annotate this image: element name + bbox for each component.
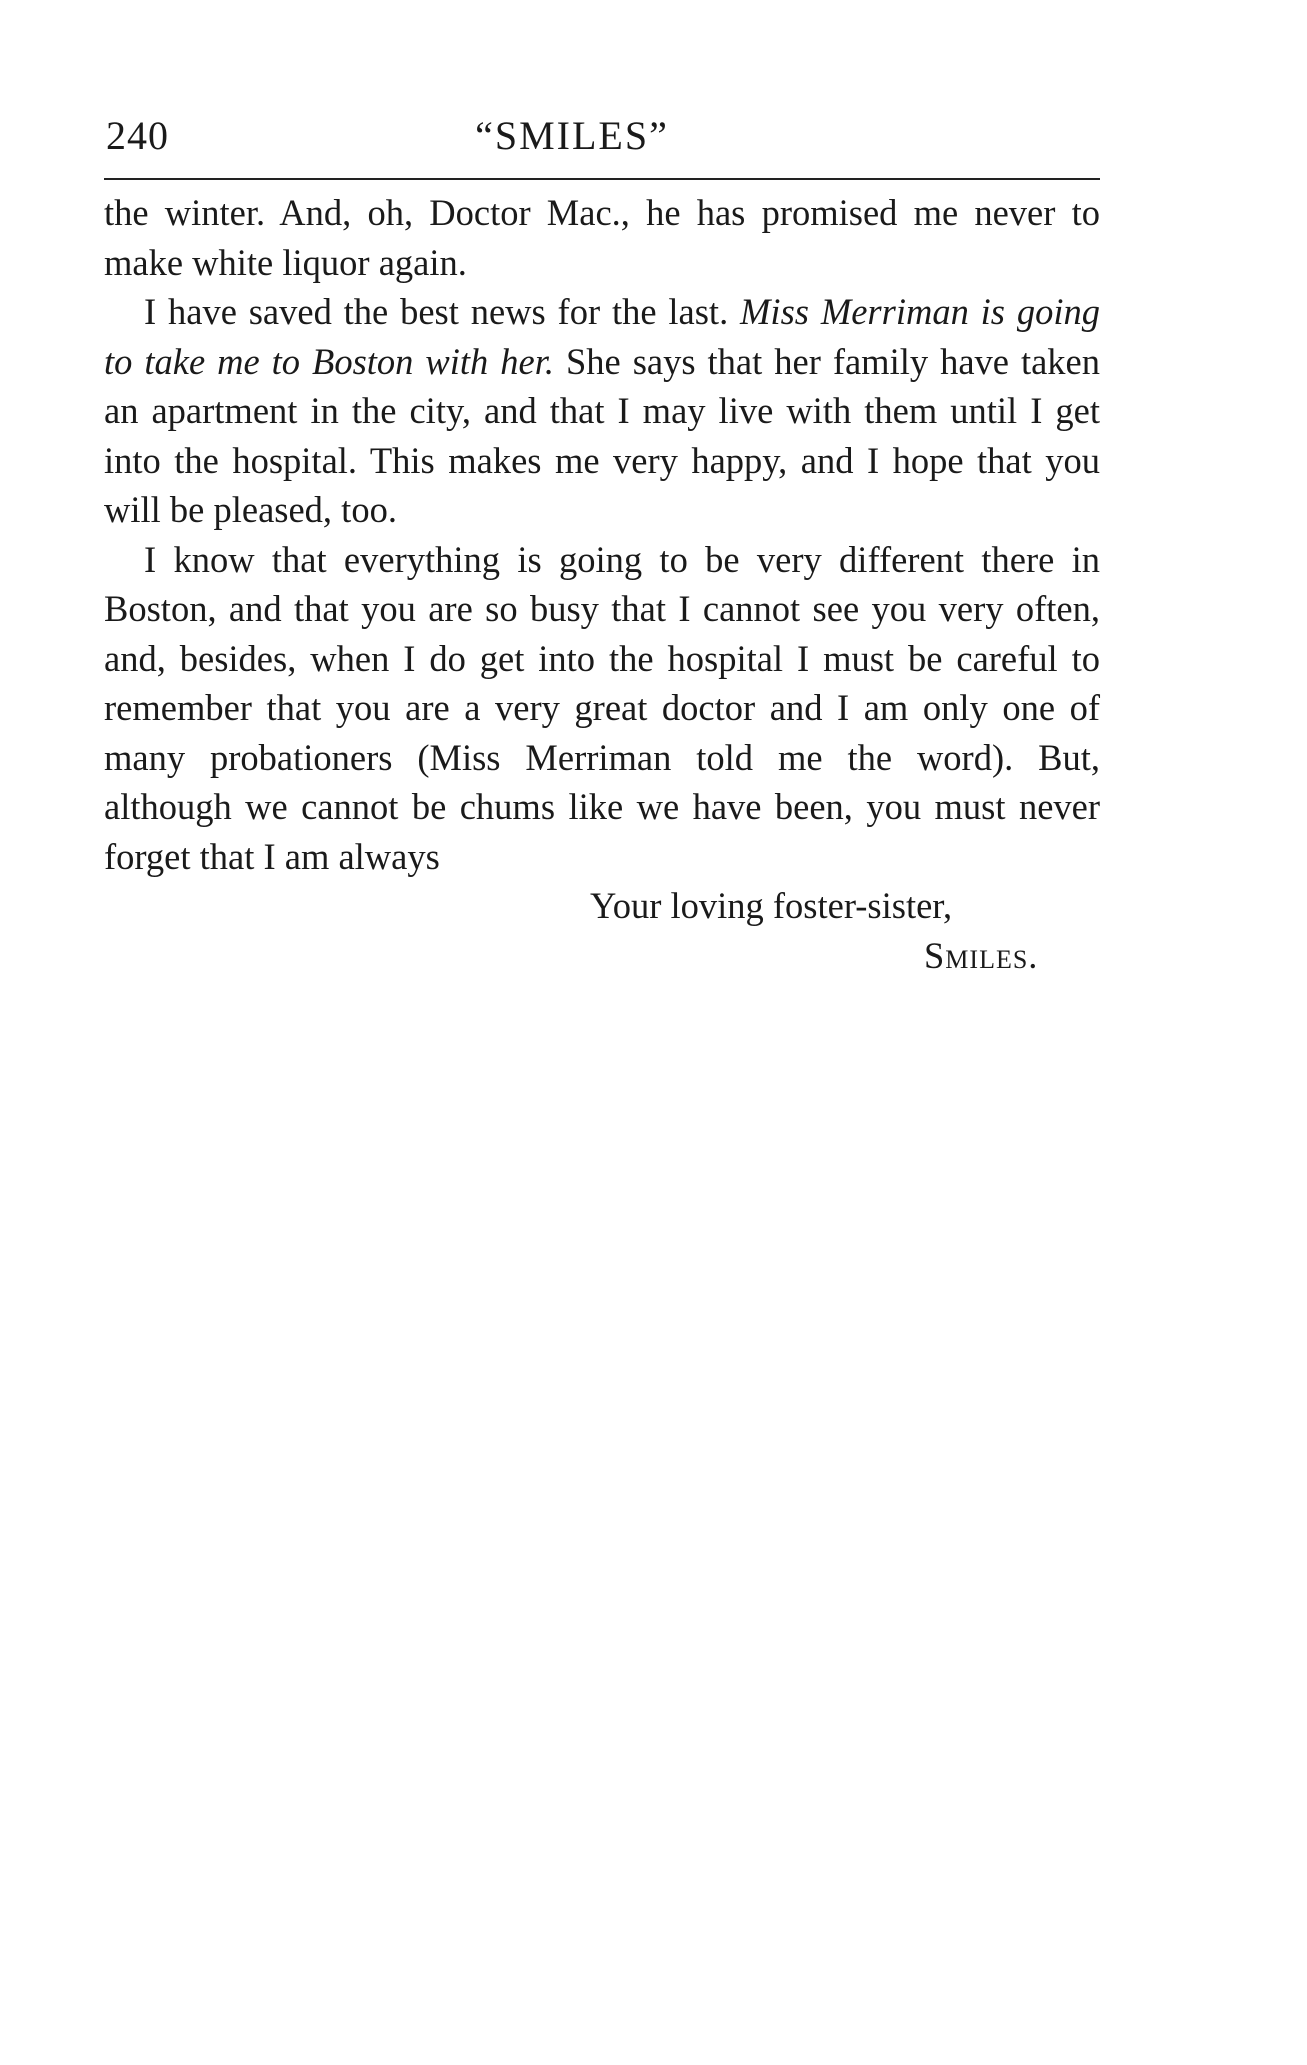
- book-page: [104, 108, 1100, 980]
- paragraph-3: I know that everything is going to be very different there in Boston, and that you are so busy that I cannot see you very often, and, besides, when I do get into the hospital I must be careful to remember that you are a very great doctor and I am only one of many probationers (Miss Merriman told me the word). But, although we cannot be chums like we have been, you must never forget that I am always: [104, 538, 1100, 877]
- letter-closing: Your loving foster-sister,: [590, 885, 953, 926]
- running-title: “SMILES”: [475, 113, 669, 158]
- paragraph-2-text-before: I have saved the best news for the last.: [144, 291, 741, 332]
- running-head: [104, 108, 1100, 180]
- body-text: [104, 188, 1100, 881]
- paragraph-2: [104, 287, 1100, 535]
- paragraph-2-text-after: She says that her family have taken an apartment in the city, and that I may live with them until I get into the hospital. This makes me very happy, and I hope that you will be pleased, too.: [104, 340, 1100, 530]
- paragraph-2-italic: Miss Merriman is going to take me to Boston with her.: [104, 291, 1100, 382]
- letter-signature: Smiles.: [924, 934, 1039, 976]
- paragraph-1: the winter. And, oh, Doctor Mac., he has promised me never to make white liquor again.: [104, 192, 1100, 283]
- page-number: 240: [106, 113, 169, 158]
